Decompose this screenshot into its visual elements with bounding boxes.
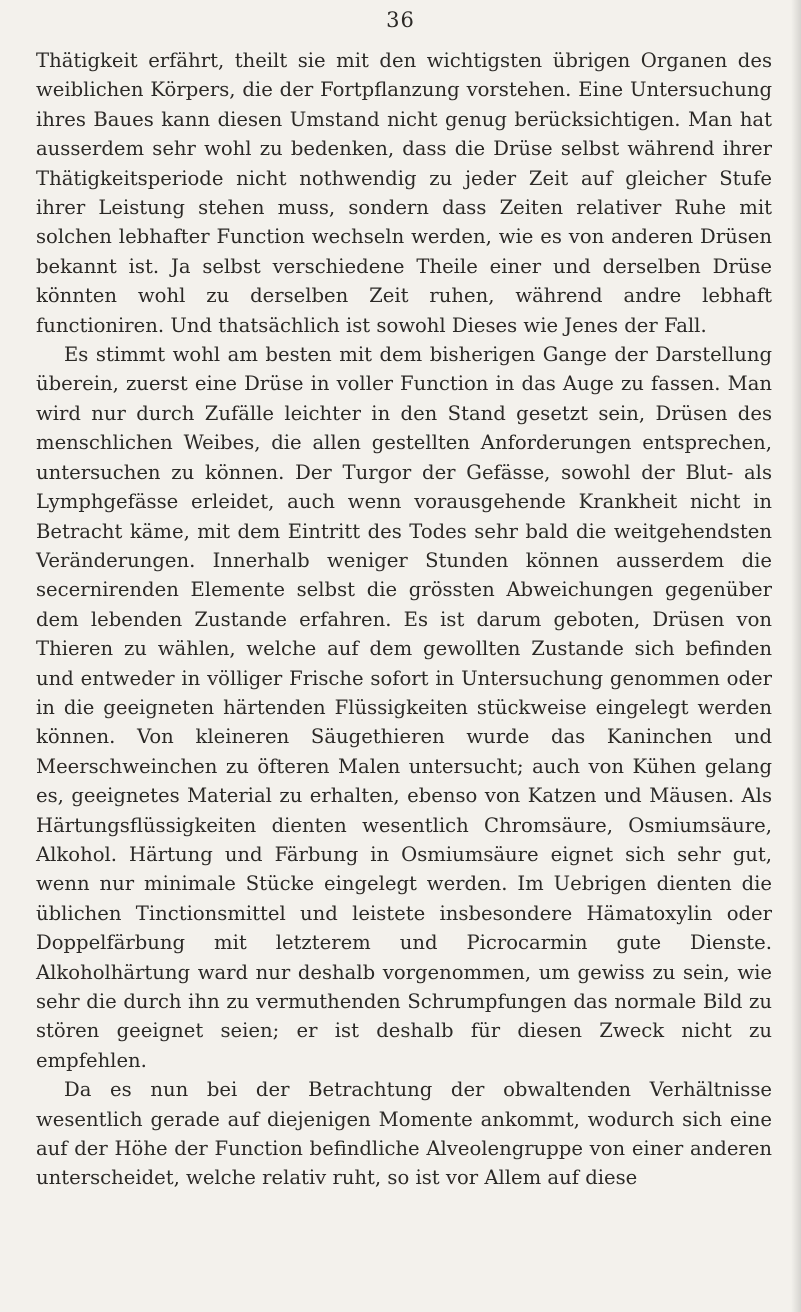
- page-edge-shadow: [791, 0, 801, 1312]
- paragraph-continuation: Thätigkeit erfährt, theilt sie mit den wichtigsten übrigen Organen des weiblichen Körpers, die der Fortpflanzung vorstehen. Eine Untersuchung ihres Baues kann diesen Umstand nicht genug berücksichtigen. Man hat ausserdem sehr wohl zu bedenken, dass die Drüse selbst während ihrer Thätigkeitsperiode nicht nothwendig zu jeder Zeit auf gleicher Stufe ihrer Leistung stehen muss, sondern dass Zeiten relativer Ruhe mit solchen lebhafter Function wechseln werden, wie es von anderen Drüsen bekannt ist. Ja selbst verschiedene Theile einer und derselben Drüse könnten wohl zu derselben Zeit ruhen, während andre lebhaft functioniren. Und thatsächlich ist sowohl Dieses wie Jenes der Fall.: [36, 49, 772, 337]
- body-text: [36, 46, 772, 1193]
- paragraph-alveoli: Da es nun bei der Betrachtung der obwaltenden Verhältnisse wesentlich gerade auf diejenigen Momente ankommt, wodurch sich eine auf der Höhe der Function befindliche Alveolengruppe von einer anderen unterscheidet, welche relativ ruht, so ist vor Allem auf diese: [36, 1078, 772, 1190]
- paragraph-methods: Es stimmt wohl am besten mit dem bisherigen Gange der Darstellung überein, zuerst eine Drüse in voller Function in das Auge zu fassen. Man wird nur durch Zufälle leichter in den Stand gesetzt sein, Drüsen des menschlichen Weibes, die allen gestellten Anforderungen entsprechen, untersuchen zu können. Der Turgor der Gefässe, sowohl der Blut- als Lymphgefässe erleidet, auch wenn vorausgehende Krankheit nicht in Betracht käme, mit dem Eintritt des Todes sehr bald die weitgehendsten Veränderungen. Innerhalb weniger Stunden können ausserdem die secernirenden Elemente selbst die grössten Abweichungen gegenüber dem lebenden Zustande erfahren. Es ist darum geboten, Drüsen von Thieren zu wählen, welche auf dem gewollten Zustande sich befinden und entweder in völliger Frische sofort in Untersuchung genommen oder in die geeigneten härtenden Flüssigkeiten stückweise eingelegt werden können. Von kleineren Säugethieren wurde das Kaninchen und Meerschweinchen zu öfteren Malen untersucht; auch von Kühen gelang es, geeignetes Material zu erhalten, ebenso von Katzen und Mäusen. Als Härtungsflüssigkeiten dienten wesentlich Chromsäure, Osmiumsäure, Alkohol. Härtung und Färbung in Osmiumsäure eignet sich sehr gut, wenn nur minimale Stücke eingelegt werden. Im Uebrigen dienten die üblichen Tinctionsmittel und leistete insbesondere Hämatoxylin oder Doppelfärbung mit letzterem und Picrocarmin gute Dienste. Alkoholhärtung ward nur deshalb vorgenommen, um gewiss zu sein, wie sehr die durch ihn zu vermuthenden Schrumpfungen das normale Bild zu stören geeignet seien; er ist deshalb für diesen Zweck nicht zu empfehlen.: [36, 343, 772, 1072]
- page-number: 36: [386, 8, 415, 32]
